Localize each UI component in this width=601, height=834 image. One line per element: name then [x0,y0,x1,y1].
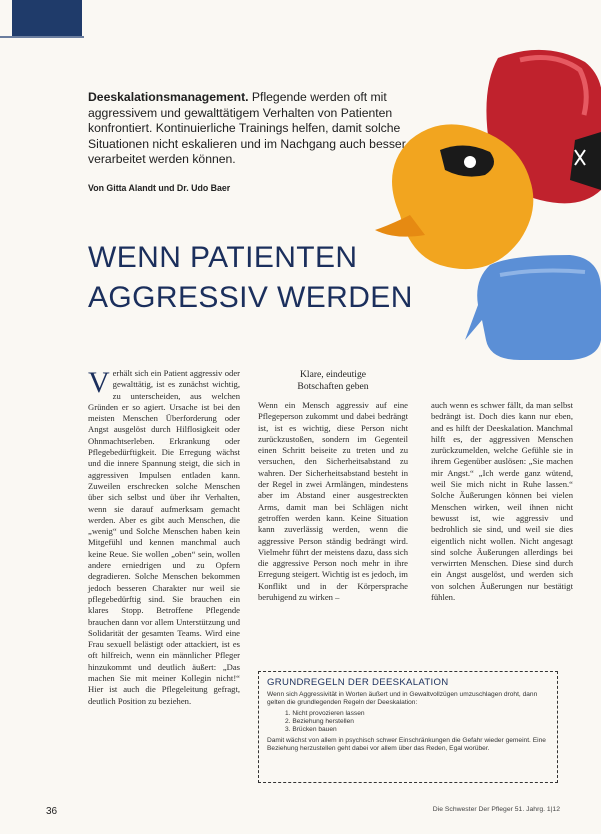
rules-list [267,710,549,734]
column-1-text: erhält sich ein Patient aggressiv oder gewalttätig, ist es zunächst wichtig, zu unterscheiden, aus welchen Gründen er so agiert. Ursache ist bei den meisten Menschen Überforderung oder Angst ausgelöst durch Hilflosigkeit oder Ohnmachtserleben. Erkrankung oder Pflegebedürftigkeit. Die Erregung wächst und die innere Spannung steigt, die sich in aggressiven Impulsen entladen kann. Zuweilen erschrecken solche Menschen über sich selbst und über ihr Verhalten, wenn sie darauf aufmerksam gemacht werden. Aber es gibt auch Menschen, die „wenig“ und Solche Menschen haben kein Mitgefühl und kennen manchmal auch keine Reue. Sie wollen „oben“ sein, wollen andere erniedrigen und zu Opfern degradieren. Solche Menschen bekommen jedoch besseren Charakter nur weil sie pflegebedürftig sind. Sie brauchen ein klares Stopp. Betroffene Pflegende brauchen dann vor allem Unterstützung und Solidarität der gesamten Teams. Wird eine Frau sexuell belästigt oder attackiert, ist es oft hilfreich, wenn ein männlicher Pfleger hinzukommt und deutlich äußert: „Das machen Sie mit meiner Kollegin nicht!“ Hier ist auch die Pflegeleitung gefragt, deutlich Position zu beziehen. [88,368,240,706]
text-column-1 [88,368,240,707]
rules-list-item: 2. Beziehung herstellen [285,717,354,725]
dropcap: V [88,366,110,399]
page-number: 36 [46,806,58,817]
article-headline [88,238,413,318]
rules-box-text: Damit wächst von allem in psychisch schwer Einschränkungen die Gefahr wieder gemeint. Eine Beziehung herzustellen geht dabei vor allem über das Reden, Egal worüber. [267,736,546,753]
lead-text: Pflegende werden oft mit aggressivem und gewalttätigem Verhalten von Patienten konfrontiert. Kontinuierliche Trainings helfen, damit solche Situationen nicht eskalieren und im Nachgang auch besser verarbeitet werden können. [88,90,406,167]
headline-line-2: AGGRESSIV WERDEN [88,281,413,314]
illustration-bird-with-boxing-glove [370,40,601,360]
text-column-3: auch wenn es schwer fällt, da man selbst bedrängt ist. Doch dies kann nur eben, and es hilft der Deeskalation. Manchmal hilft es, der aggressiven Menschen zurückzumelden, welche Gefühle sie in ihrem Gegenüber auslösen: „Sie machen mir Angst.“ „Ich werde ganz wütend, weil Sie mich nicht in Ruhe lassen.“ Solche Äußerungen können bei vielen Menschen wirken, weil ihnen nicht bewusst ist, wie aggressiv und bedrohlich sie sind, und weil sie dies eigentlich nicht wollen. Nicht angesagt sind solche Äußerungen allerdings bei verwirrten Menschen. Diese sind durch ein Angst ausgelöst, und werden sich von solchen Äußerungen nur bestätigt fühlen. [431,400,573,603]
subheading-line-1: Klare, eindeutige [299,369,367,380]
rules-list-item: 3. Brücken bauen [285,725,337,733]
subheading-line-2: Botschaften geben [297,381,369,392]
lead-paragraph [88,90,418,168]
corner-color-block [12,0,82,36]
speech-bubble-icon [465,255,601,360]
headline-line-1: WENN PATIENTEN [88,241,358,274]
journal-footer: Die Schwester Der Pfleger 51. Jahrg. 1|12 [432,806,560,813]
text-column-2: Wenn ein Mensch aggressiv auf eine Pflegeperson zukommt und dabei bedrängt ist, ist es wichtig, diese Person nicht zurückzustoßen, sondern im Gegenteil einen Schritt beiseite zu treten und zu versuchen, den Sicherheitsabstand zu wahren. Der Sicherheitsabstand besteht in der Regel in zwei Armlängen, mindestens aber im Abstand einer ausgestreckten Arms, damit man bei Schlägen nicht getroffen werden kann. Keine Situation kann zuverlässig werden, wenn die aggressive Person ständig bedrängt wird. Vielmehr führt der meistens dazu, dass sich die aggressive Person noch mehr in ihre Erregung steigert. Wichtig ist es jedoch, im Konflikt und in der Körpersprache beruhigend zu wirken – [258,400,408,603]
subheading [258,369,408,393]
rules-list-item: 1. Nicht provozieren lassen [285,709,365,717]
rules-box [258,671,558,783]
corner-rule [0,36,84,38]
rules-box-intro: Wenn sich Aggressivität in Worten äußert und in Gewaltvollzügen umzuschlagen droht, dann gelten die grundlegenden Regeln der Deeskalation: [267,691,538,707]
byline: Von Gitta Alandt und Dr. Udo Baer [88,183,231,193]
rules-box-title: GRUNDREGELN DER DEESKALATION [267,677,449,688]
lead-keyword: Deeskalationsmanagement. [88,90,249,104]
